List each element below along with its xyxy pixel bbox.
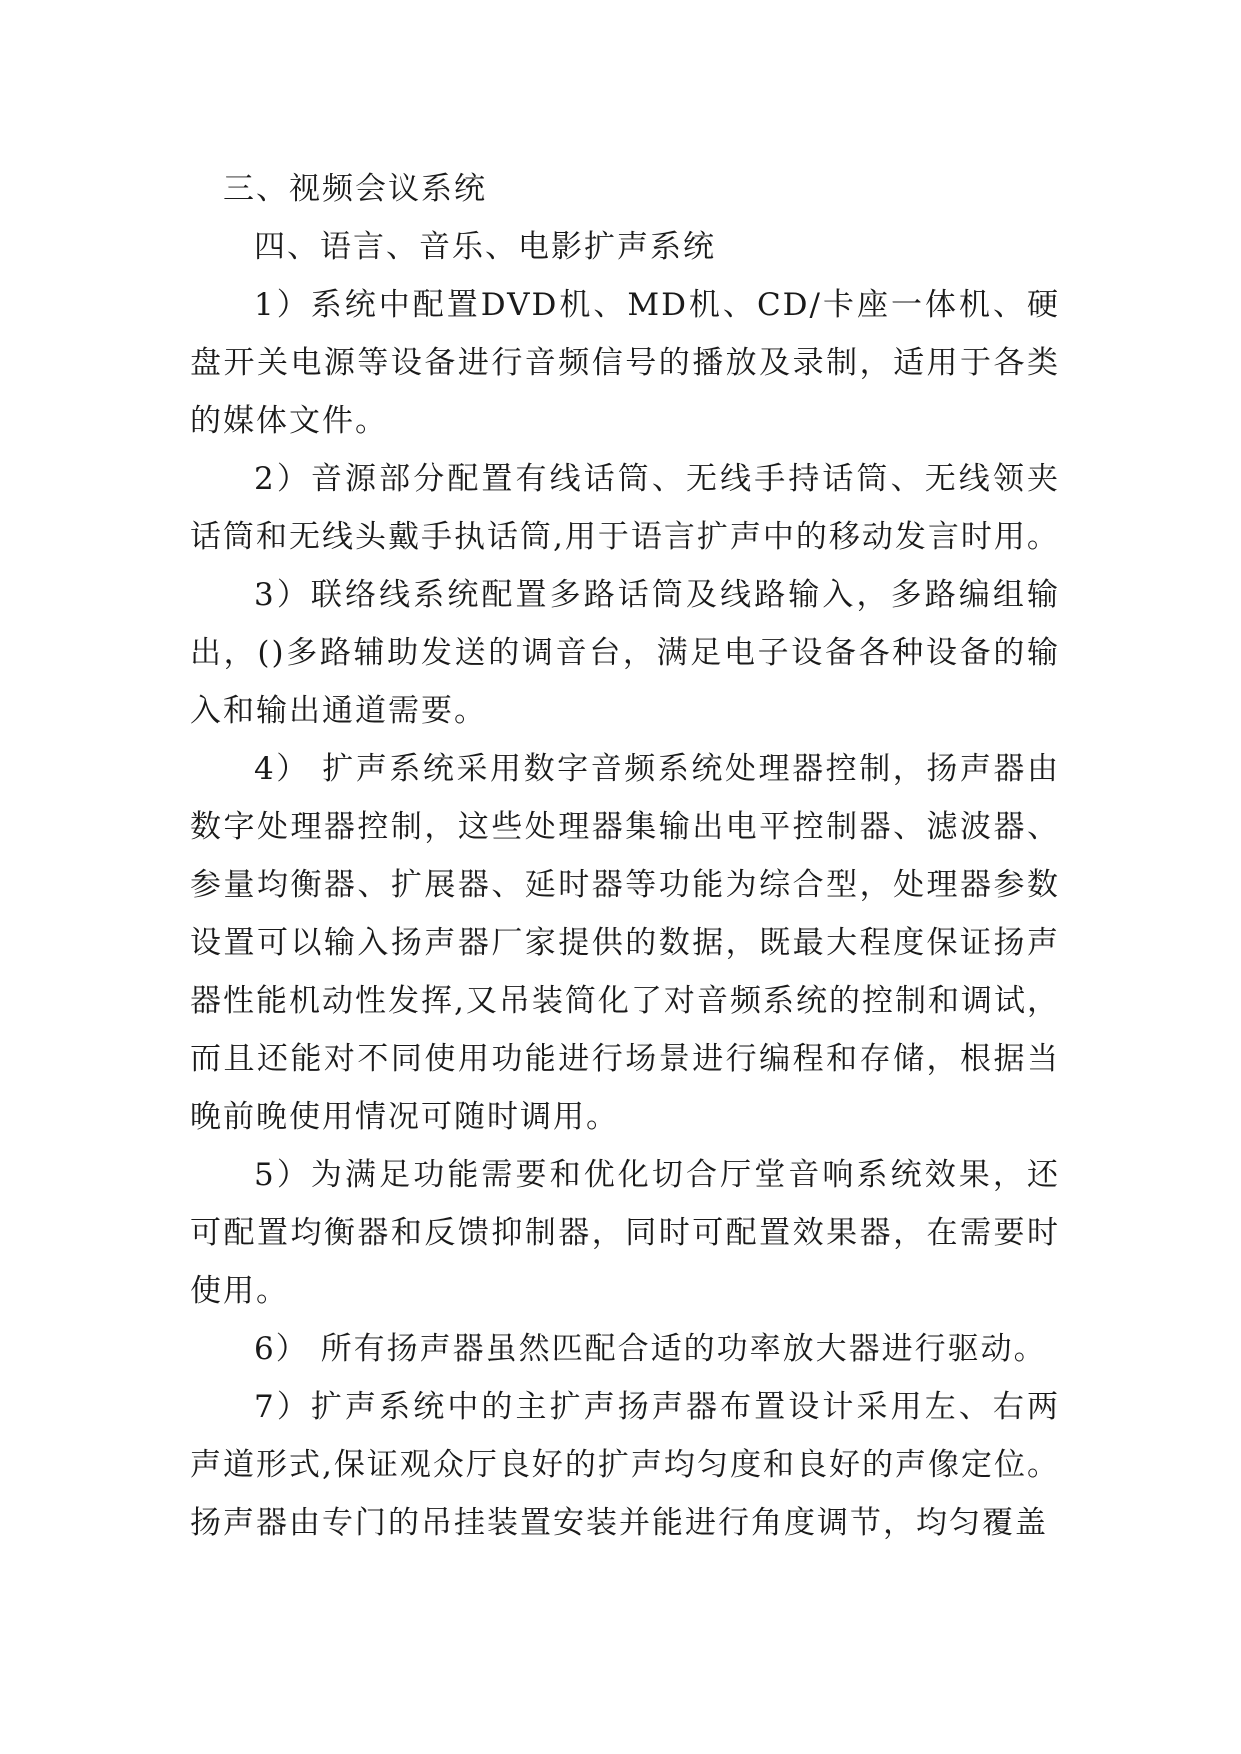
document-body bbox=[190, 160, 1060, 1552]
section-heading-video-conference: 三、视频会议系统 bbox=[223, 171, 487, 207]
paragraph-item-4: 4） 扩声系统采用数字音频系统处理器控制，扬声器由数字处理器控制，这些处理器集输出电平控制器、滤波器、参量均衡器、扩展器、延时器等功能为综合型，处理器参数设置可以输入扬声器厂家提供的数据，既最大程度保证扬声器性能机动性发挥,又吊装简化了对音频系统的控制和调试，而且还能对不同使用功能进行场景进行编程和存储，根据当晚前晚使用情况可随时调用。 bbox=[190, 751, 1060, 1135]
paragraph-item-5: 5）为满足功能需要和优化切合厅堂音响系统效果，还可配置均衡器和反馈抑制器，同时可配置效果器，在需要时使用。 bbox=[190, 1157, 1060, 1309]
paragraph-item-1: 1）系统中配置DVD机、MD机、CD/卡座一体机、硬盘开关电源等设备进行音频信号的播放及录制，适用于各类的媒体文件。 bbox=[190, 287, 1060, 439]
paragraph-item-2: 2）音源部分配置有线话筒、无线手持话筒、无线领夹话筒和无线头戴手执话筒,用于语言扩声中的移动发言时用。 bbox=[190, 461, 1060, 555]
paragraph-item-7: 7）扩声系统中的主扩声扬声器布置设计采用左、右两声道形式,保证观众厅良好的扩声均匀度和良好的声像定位。扬声器由专门的吊挂装置安装并能进行角度调节，均匀覆盖 bbox=[190, 1389, 1060, 1541]
paragraph-item-3: 3）联络线系统配置多路话筒及线路输入，多路编组输出，()多路辅助发送的调音台，满足电子设备各种设备的输入和输出通道需要。 bbox=[190, 577, 1060, 729]
section-heading-sound-reinforcement: 四、语言、音乐、电影扩声系统 bbox=[254, 229, 716, 265]
paragraph-item-6: 6） 所有扬声器虽然匹配合适的功率放大器进行驱动。 bbox=[254, 1331, 1047, 1367]
